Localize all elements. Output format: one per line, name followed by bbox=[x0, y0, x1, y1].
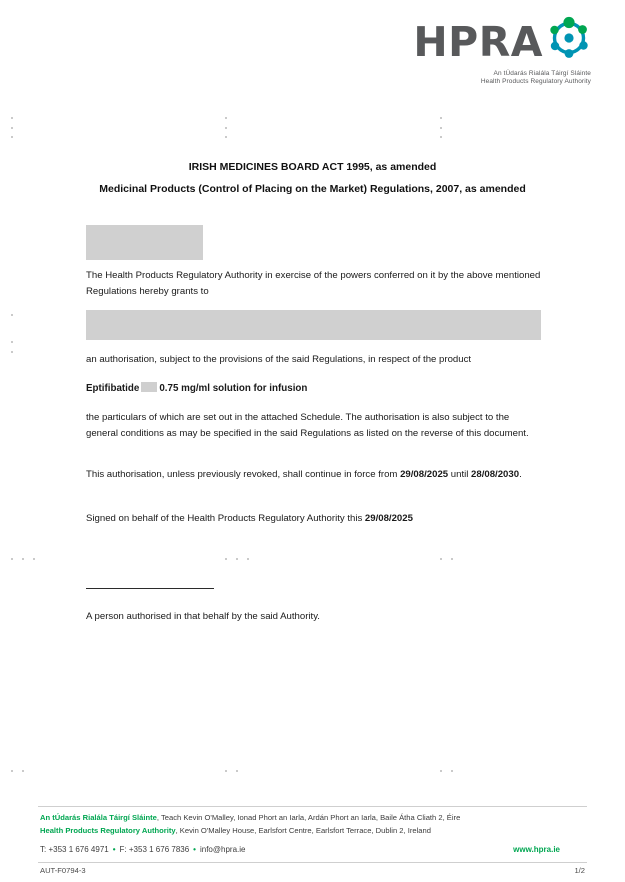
scan-speck bbox=[11, 117, 13, 119]
hpra-wordmark: HPRA bbox=[413, 18, 543, 66]
force-from-date: 29/08/2025 bbox=[400, 469, 449, 480]
force-middle: until bbox=[448, 469, 472, 480]
force-to-date: 28/08/2030 bbox=[471, 469, 520, 480]
scan-speck bbox=[225, 136, 227, 138]
footer-org-irish: An tÚdarás Rialála Táirgí Sláinte bbox=[40, 813, 157, 822]
scan-speck bbox=[11, 351, 13, 353]
scan-speck bbox=[11, 314, 13, 316]
footer-telephone: T: +353 1 676 4971 bbox=[40, 845, 109, 854]
product-name-prefix: Eptifibatide bbox=[86, 383, 140, 394]
redacted-block-holder-reference bbox=[86, 225, 203, 260]
scan-speck bbox=[11, 770, 13, 772]
footer-contact-row bbox=[40, 845, 560, 854]
redacted-block-holder-name bbox=[86, 310, 541, 340]
footer-address-english-text: , Kevin O'Malley House, Earlsfort Centre, Earlsfort Terrace, Dublin 2, Ireland bbox=[175, 826, 431, 835]
logo-subtitle-english: Health Products Regulatory Authority bbox=[480, 78, 591, 85]
footer-address-irish-text: , Teach Kevin O'Malley, Ionad Phort an Iarla, Ardán Phort an Iarla, Baile Átha Cliath 2, Éire bbox=[156, 813, 461, 822]
scan-speck bbox=[440, 136, 442, 138]
scan-speck bbox=[11, 136, 13, 138]
force-suffix: . bbox=[519, 469, 522, 480]
scan-speck bbox=[225, 558, 227, 560]
logo-subtitle-irish: An tÚdarás Rialála Táirgí Sláinte bbox=[493, 70, 591, 77]
scan-speck bbox=[11, 558, 13, 560]
footer-email[interactable]: info@hpra.ie bbox=[199, 845, 246, 854]
logo-row bbox=[413, 18, 591, 66]
particulars-paragraph: the particulars of which are set out in the attached Schedule. The authorisation is also subject to the general conditions as may be specified in the said Regulations as listed on the reverse of this document. bbox=[86, 412, 529, 439]
scan-speck bbox=[22, 770, 24, 772]
grants-paragraph: The Health Products Regulatory Authority in exercise of the powers conferred on it by the above mentioned Regulations hereby grants to bbox=[86, 270, 541, 297]
footer-website-link[interactable]: www.hpra.ie bbox=[513, 845, 560, 854]
scan-speck bbox=[22, 558, 24, 560]
hpra-logo bbox=[413, 18, 591, 85]
signed-paragraph bbox=[86, 511, 542, 527]
hpra-logo-mark-icon bbox=[547, 16, 591, 60]
scan-speck bbox=[247, 558, 249, 560]
scan-speck bbox=[11, 341, 13, 343]
footer-top-divider bbox=[38, 806, 587, 807]
footer-address-irish bbox=[40, 812, 600, 824]
signature-line bbox=[86, 588, 214, 589]
scan-speck bbox=[440, 558, 442, 560]
product-name-line bbox=[86, 381, 542, 397]
scan-speck bbox=[225, 770, 227, 772]
footer-fax: F: +353 1 676 7836 bbox=[119, 845, 190, 854]
scan-speck bbox=[33, 558, 35, 560]
footer-bottom-divider bbox=[38, 862, 587, 863]
redacted-inline-block bbox=[141, 382, 157, 392]
act-title: IRISH MEDICINES BOARD ACT 1995, as amended bbox=[188, 161, 437, 173]
scan-speck bbox=[451, 558, 453, 560]
product-name-suffix: 0.75 mg/ml solution for infusion bbox=[159, 383, 308, 394]
scan-speck bbox=[451, 770, 453, 772]
scan-speck bbox=[11, 127, 13, 129]
scan-speck bbox=[440, 127, 442, 129]
document-code: AUT-F0794-3 bbox=[40, 866, 86, 875]
regulations-title: Medicinal Products (Control of Placing on the Market) Regulations, 2007, as amended bbox=[99, 183, 526, 195]
person-authorised-text: A person authorised in that behalf by the said Authority. bbox=[86, 611, 320, 622]
scan-speck bbox=[236, 770, 238, 772]
page-number: 1/2 bbox=[574, 866, 585, 875]
footer-separator-dot: • bbox=[112, 845, 116, 854]
authorisation-paragraph: an authorisation, subject to the provisions of the said Regulations, in respect of the product bbox=[86, 354, 472, 365]
force-paragraph bbox=[86, 467, 542, 483]
signed-prefix: Signed on behalf of the Health Products Regulatory Authority this bbox=[86, 513, 365, 524]
scan-speck bbox=[236, 558, 238, 560]
scan-speck bbox=[440, 770, 442, 772]
scan-speck bbox=[440, 117, 442, 119]
signed-date: 29/08/2025 bbox=[364, 513, 413, 524]
scan-speck bbox=[225, 127, 227, 129]
force-prefix: This authorisation, unless previously revoked, shall continue in force from bbox=[86, 469, 401, 480]
footer-org-english: Health Products Regulatory Authority bbox=[40, 826, 176, 835]
footer-separator-dot: • bbox=[193, 845, 196, 854]
footer-address-english bbox=[40, 825, 600, 837]
scan-speck bbox=[225, 117, 227, 119]
